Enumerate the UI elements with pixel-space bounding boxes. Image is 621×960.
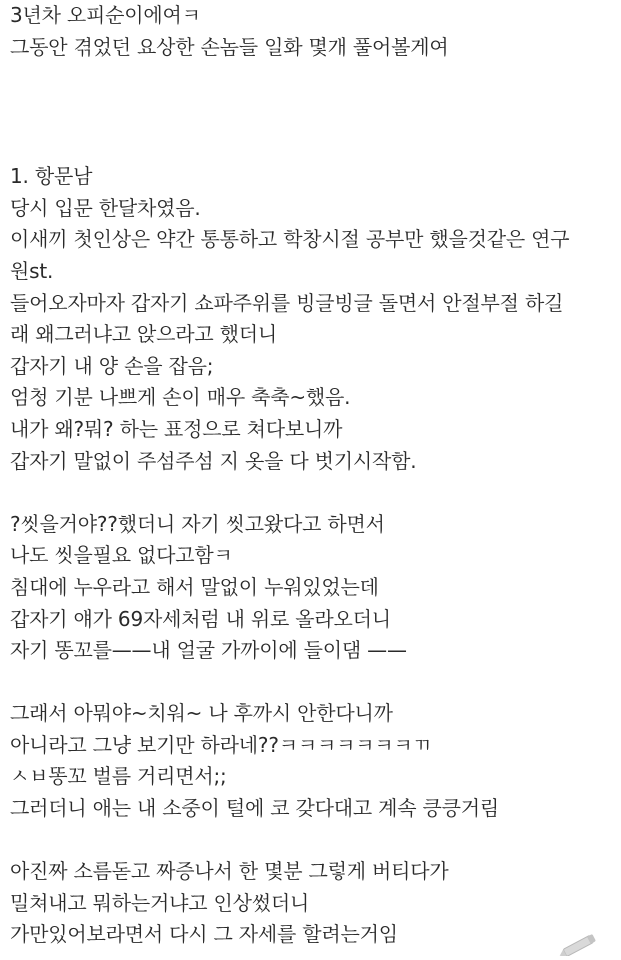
paragraph-3-line: 아니라고 그냥 보기만 하라네??ㅋㅋㅋㅋㅋㅋㅋㄲ — [10, 732, 432, 757]
paragraph-3-line: 그래서 아뭐야~치워~ 나 후까시 안한다니까 — [10, 701, 393, 726]
paragraph-2-line: ?씻을거야??했더니 자기 씻고왔다고 하면서 — [10, 511, 385, 536]
story-title: 1. 항문남 — [10, 164, 93, 189]
paragraph-1-line: 갑자기 내 양 손을 잡음; — [10, 353, 214, 378]
paragraph-1-line: 내가 왜?뭐? 하는 표정으로 쳐다보니까 — [10, 416, 343, 441]
paragraph-2-line: 나도 씻을필요 없다고함ㅋ — [10, 543, 233, 568]
paragraph-1-line: 당시 입문 한달차였음. — [10, 195, 201, 220]
paragraph-4-line: 가만있어보라면서 다시 그 자세를 할려는거임 — [10, 922, 398, 947]
spacer — [10, 477, 610, 509]
spacer — [10, 63, 610, 161]
spacer — [10, 825, 610, 857]
paragraph-3-line: 그러더니 애는 내 소중이 털에 코 갖다대고 계속 킁킁거림 — [10, 796, 500, 821]
paragraph-1-line: 래 왜그러냐고 앉으라고 했더니 — [10, 322, 278, 347]
paragraph-1-line: 엄청 기분 나쁘게 손이 매우 축축~했음. — [10, 385, 351, 410]
paragraph-2-line: 자기 똥꼬를——내 얼굴 가까이에 들이댐 —— — [10, 638, 407, 663]
paragraph-4-line: 밀쳐내고 뭐하는거냐고 인상썼더니 — [10, 890, 310, 915]
paragraph-2-line: 침대에 누우라고 해서 말없이 누워있었는데 — [10, 574, 379, 599]
paragraph-4-line: 아진짜 소름돋고 짜증나서 한 몇분 그렇게 버티다가 — [10, 859, 449, 884]
paragraph-1-line: 들어오자마자 갑자기 쇼파주위를 빙글빙글 돌면서 안절부절 하길 — [10, 290, 564, 315]
paragraph-1-line: 이새끼 첫인상은 약간 통통하고 학창시절 공부만 했을것같은 연구 — [10, 227, 570, 252]
paragraph-3-line: ㅅㅂ똥꼬 벌름 거리면서;; — [10, 764, 227, 789]
intro-line-2: 그동안 겪었던 요상한 손놈들 일화 몇개 풀어볼게여 — [10, 34, 449, 59]
paragraph-2-line: 갑자기 얘가 69자세처럼 내 위로 올라오더니 — [10, 606, 391, 631]
paragraph-1-line: 원st. — [10, 258, 54, 283]
intro-line-1: 3년차 오피순이에여ㅋ — [10, 3, 201, 27]
spacer — [10, 667, 610, 699]
paragraph-1-line: 갑자기 말없이 주섬주섬 지 옷을 다 벗기시작함. — [10, 448, 417, 473]
document-body — [10, 0, 610, 951]
pencil-icon[interactable] — [557, 934, 603, 956]
